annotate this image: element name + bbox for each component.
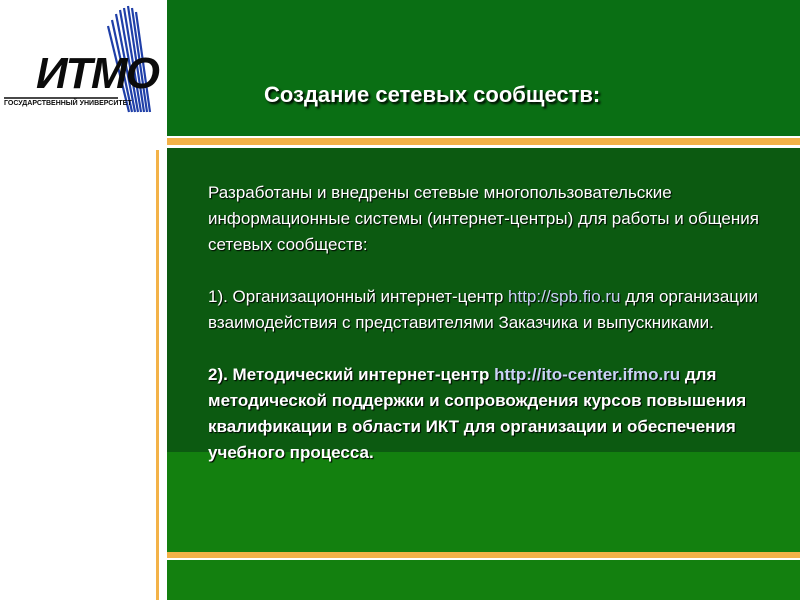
item-1-link[interactable]: http://spb.fio.ru <box>508 287 621 306</box>
item-1-suffix: для организации взаимодействия с представителями Заказчика и выпускниками. <box>208 287 759 332</box>
item-2-link[interactable]: http://ito-center.ifmo.ru <box>494 365 681 384</box>
item-2-paragraph <box>208 362 778 466</box>
header-divider <box>167 138 800 145</box>
intro-paragraph: Разработаны и внедрены сетевые многопользовательские информационные системы (интернет-центры) для работы и общения сетевых сообществ: <box>208 183 759 254</box>
item-2-suffix: для методической поддержки и сопровождения курсов повышения квалификации в области ИКТ для организации и обеспечения учебного процесса. <box>208 365 747 462</box>
logo-subtitle: ГОСУДАРСТВЕННЫЙ УНИВЕРСИТЕТ <box>4 100 132 107</box>
slide-body <box>208 180 778 492</box>
header-band <box>167 0 800 136</box>
item-1-prefix: 1). Организационный интернет-центр <box>208 287 509 306</box>
slide-title: Создание сетевых сообществ: <box>264 82 601 107</box>
item-1-paragraph <box>208 284 778 336</box>
footer-band <box>167 560 800 600</box>
left-accent-line <box>156 150 159 600</box>
logo-wordmark: ИТМО <box>36 49 158 98</box>
itmo-logo <box>0 0 160 130</box>
item-2-prefix: 2). Методический интернет-центр <box>208 365 495 384</box>
footer-divider <box>167 552 800 558</box>
logo-underline-icon <box>0 0 160 130</box>
